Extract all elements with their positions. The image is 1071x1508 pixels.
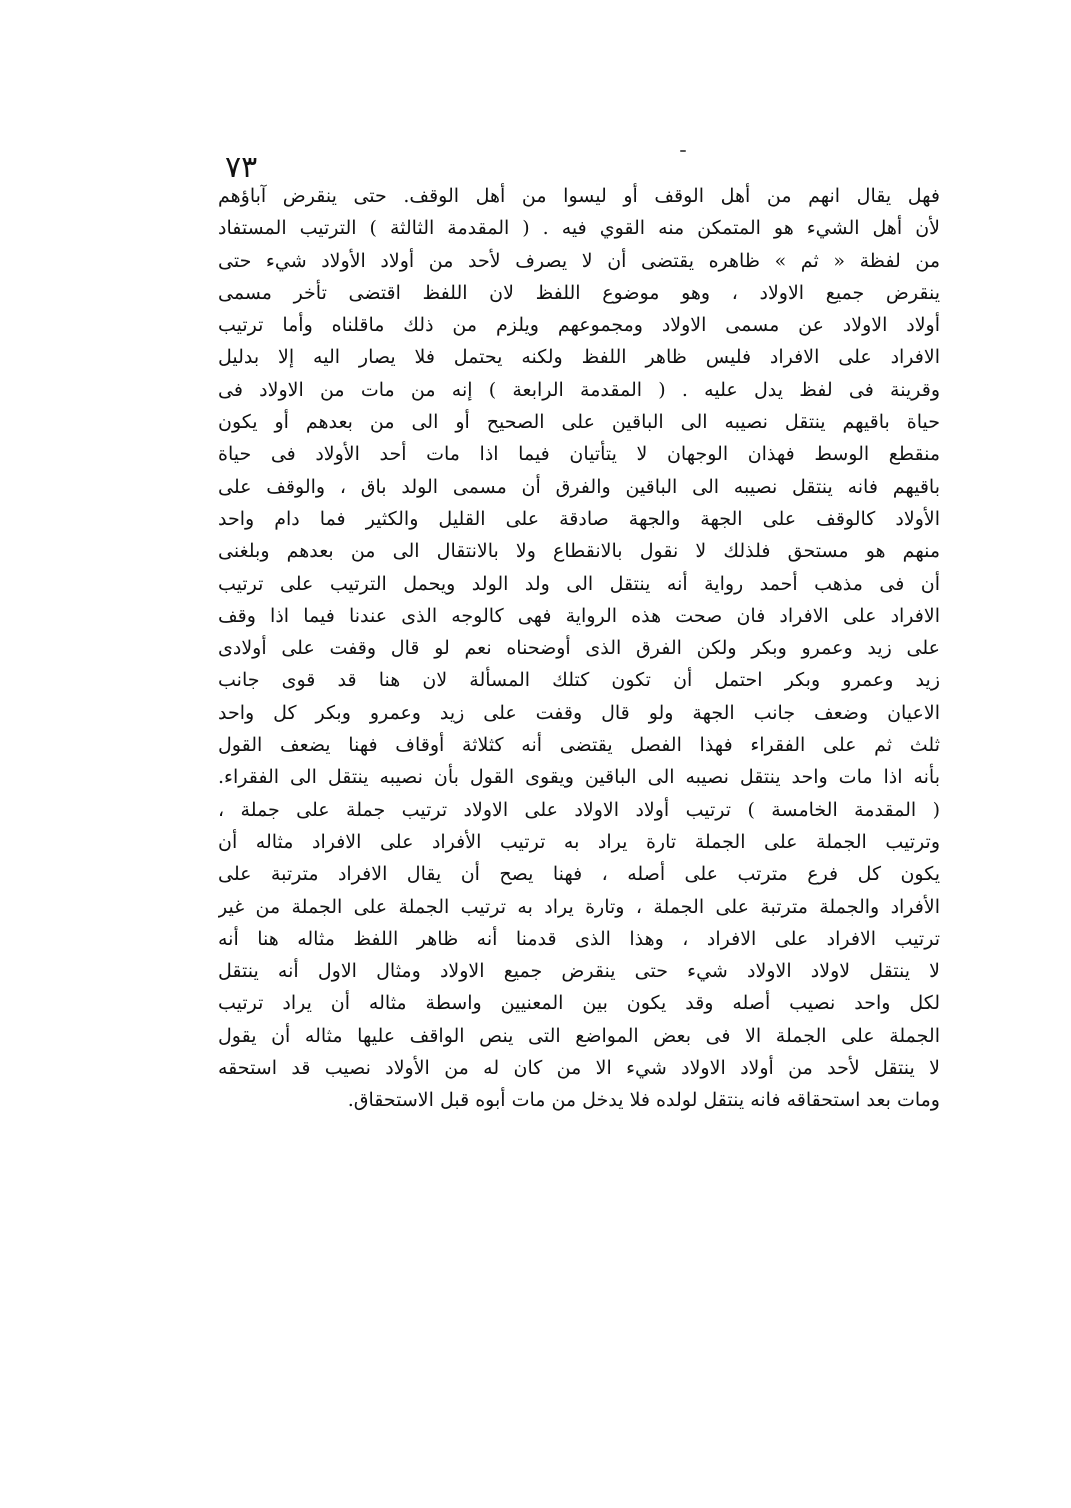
text-line: من لفظة « ثم » ظاهره يقتضى أن لا يصرف لأحد من أولاد الأولاد شيء حتى — [218, 249, 940, 272]
page-number: ٧٣ — [225, 150, 258, 185]
text-line: ترتيب الافراد على الافراد ، وهذا الذى قدمنا أنه ظاهر اللفظ مثاله هنا أنه — [218, 927, 940, 950]
text-line: أن فى مذهب أحمد رواية أنه ينتقل الى ولد الولد ويحمل الترتيب على ترتيب — [218, 572, 940, 595]
text-line: الجملة على الجملة الا فى بعض المواضع التى ينص الواقف عليها مثاله أن يقول — [218, 1024, 940, 1047]
text-line: الافراد على الافراد فان صحت هذه الرواية فهى كالوجه الذى عندنا فيما اذا وقف — [218, 604, 940, 627]
scan-speck — [680, 150, 686, 152]
text-line: لكل واحد نصيب أصله وقد يكون بين المعنيين واسطة مثاله أن يراد ترتيب — [218, 992, 940, 1015]
text-line: باقيهم فانه ينتقل نصيبه الى الباقين والفرق أن مسمى الولد باق ، والوقف على — [218, 475, 940, 498]
text-line: الأولاد كالوقف على الجهة والجهة صادقة على القليل والكثير فما دام واحد — [218, 507, 940, 530]
text-line: ينقرض جميع الاولاد ، وهو موضوع اللفظ لان اللفظ اقتضى تأخر مسمى — [218, 281, 940, 304]
text-line: لا ينتقل لأحد من أولاد الاولاد شيء الا من كان له من الأولاد نصيب قد استحقه — [218, 1057, 940, 1080]
text-line: على زيد وعمرو وبكر ولكن الفرق الذى أوضحناه نعم لو قال وقفت على أولادى — [218, 637, 940, 660]
text-line: يكون كل فرع مترتب على أصله ، فهنا يصح أن يقال الافراد مترتبة على — [218, 863, 940, 886]
text-line: أولاد الاولاد عن مسمى الاولاد ومجموعهم ويلزم من ذلك ماقلناه وأما ترتيب — [218, 314, 940, 337]
text-line: ومات بعد استحقاقه فانه ينتقل لولده فلا يدخل من مات أبوه قبل الاستحقاق. — [347, 1089, 940, 1112]
text-line: الافراد على الافراد فليس ظاهر اللفظ ولكنه يحتمل فلا يصار اليه إلا بدليل — [218, 346, 940, 369]
text-line: ثلث ثم على الفقراء فهذا الفصل يقتضى أنه كثلاثة أوقاف فهنا يضعف القول — [218, 734, 940, 757]
body-text — [218, 180, 940, 1117]
text-line: ( المقدمة الخامسة ) ترتيب أولاد الاولاد على الاولاد ترتيب جملة على جملة ، — [218, 798, 940, 821]
text-line: الاعيان وضعف جانب الجهة ولو قال وقفت على زيد وعمرو وبكر كل واحد — [218, 701, 940, 724]
text-line: فهل يقال انهم من أهل الوقف أو ليسوا من أهل الوقف. حتى ينقرض آباؤهم — [218, 185, 940, 207]
text-line: بأنه اذا مات واحد ينتقل نصيبه الى الباقين ويقوى القول بأن نصيبه ينتقل الى الفقراء. — [218, 766, 940, 789]
text-line: لأن أهل الشيء هو المتمكن منه القوي فيه . ( المقدمة الثالثة ) الترتيب المستفاد — [218, 217, 940, 240]
text-line: لا ينتقل لاولاد الاولاد شيء حتى ينقرض جميع الاولاد ومثال الاول أنه ينتقل — [218, 960, 940, 983]
text-line: الأفراد والجملة مترتبة على الجملة ، وتارة يراد به ترتيب الجملة على الجملة من غير — [218, 895, 940, 918]
text-line: وقرينة فى لفظ يدل عليه . ( المقدمة الرابعة ) إنه من مات من الاولاد فى — [218, 378, 940, 401]
text-line: وترتيب الجملة على الجملة تارة يراد به ترتيب الأفراد على الافراد مثاله أن — [218, 830, 940, 853]
text-line: زيد وعمرو وبكر احتمل أن تكون كتلك المسألة لان هنا قد قوى جانب — [218, 669, 940, 692]
text-line: حياة باقيهم ينتقل نصيبه الى الباقين على الصحيح أو الى من بعدهم أو يكون — [218, 411, 940, 434]
text-line: منقطع الوسط فهذان الوجهان لا يتأتيان فيما اذا مات أحد الأولاد فى حياة — [218, 443, 940, 466]
text-line: منهم هو مستحق فلذلك لا نقول بالانقطاع ولا بالانتقال الى من بعدهم وبلغنى — [218, 540, 940, 563]
